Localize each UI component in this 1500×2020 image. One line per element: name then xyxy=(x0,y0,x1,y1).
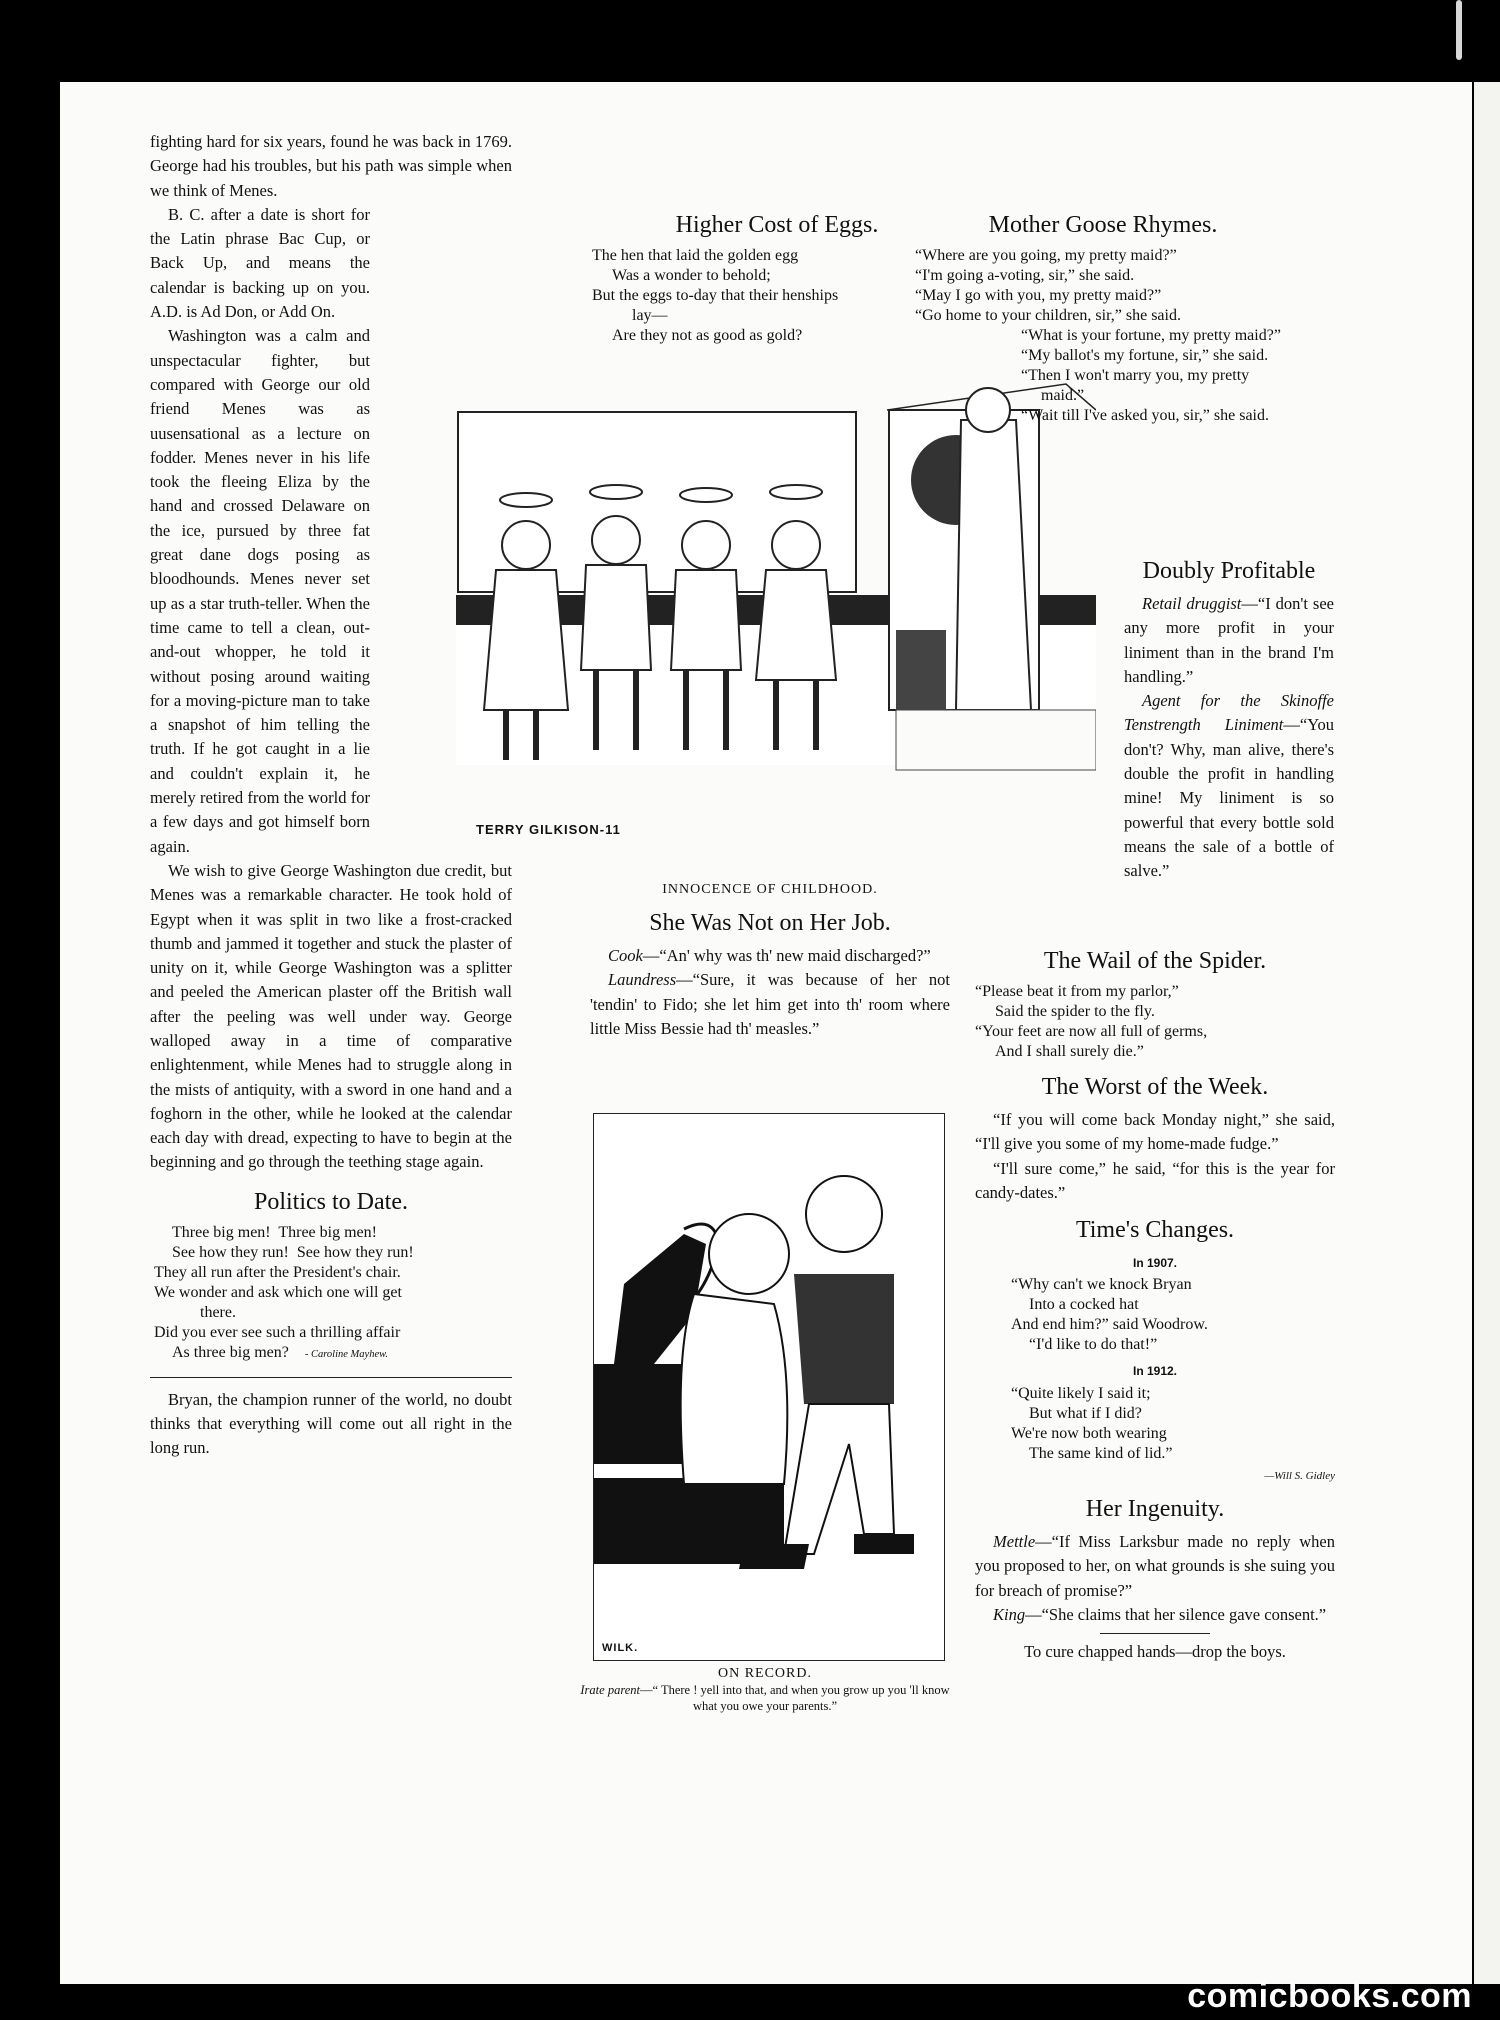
ingenuity-paragraph-1 xyxy=(975,1530,1335,1603)
innocence-caption: INNOCENCE OF CHILDHOOD. xyxy=(662,882,878,897)
column-right xyxy=(915,130,1291,426)
verse-line: And I shall surely die.” xyxy=(995,1043,1144,1060)
on-record-cartoon xyxy=(593,1113,945,1661)
verse-line: “Then I won't marry you, my pretty maid.” xyxy=(1021,367,1250,404)
dialogue: —“ There ! yell into that, and when you grow up you 'll know what you owe your parents.” xyxy=(640,1683,950,1713)
verse-line: “My ballot's my fortune, sir,” she said. xyxy=(1021,347,1269,364)
divider xyxy=(150,1377,512,1378)
menes-paragraph-2: B. C. after a date is short for the Latin phrase Bac Cup, or Back Up, and means the calendar is backing up on you. A.D. is Ad Don, or Add On. xyxy=(150,204,370,322)
times-verse-2 xyxy=(975,1384,1335,1464)
bryan-paragraph: Bryan, the champion runner of the world, no doubt thinks that everything will come out all right in the long run. xyxy=(150,1389,512,1458)
verse-line: “Wait till I've asked you, sir,” she said. xyxy=(1021,407,1269,424)
verse-line-text: As three big men? xyxy=(172,1343,289,1361)
dialogue: —“I don't see any more profit in your liniment than in the brand I'm handling.” xyxy=(1124,594,1334,686)
worst-paragraph-1: “If you will come back Monday night,” she said, “I'll give you some of my home-made fudge.” xyxy=(975,1110,1335,1154)
speaker: Retail druggist xyxy=(1142,594,1242,613)
binding-edge xyxy=(1456,0,1462,60)
verse-line: “Why can't we knock Bryan xyxy=(1011,1276,1192,1294)
verse-line: They all run after the President's chair. xyxy=(154,1263,401,1281)
on-record-dialogue xyxy=(580,1682,950,1714)
verse-line: Said the spider to the fly. xyxy=(995,1003,1155,1020)
goose-verse xyxy=(915,246,1291,426)
site-watermark: comicbooks.com xyxy=(1187,1977,1472,2015)
verse-line: The same kind of lid.” xyxy=(1029,1444,1173,1462)
spider-title: The Wail of the Spider. xyxy=(1043,948,1267,974)
verse-line: But what if I did? xyxy=(1029,1404,1142,1422)
verse-line: “Your feet are now all full of germs, xyxy=(975,1023,1208,1040)
times-year-1907: In 1907. xyxy=(1132,1256,1178,1271)
menes-paragraph-4: We wish to give George Washington due credit, but Menes was a remarkable character. He took hold of Egypt when it was split in two like a frost-cracked thumb and jammed it together and stuck the plaster of unity on it, while George Washington was a splitter and peeled the American plaster off the British wall after the peeling was well under way. George walloped away in a time of comparative enlightenment, while Menes had to struggle along in the mists of antiquity, with a sword in one hand and a foghorn in the other, while he looked at the calendar each day with dread, expecting to have to begin at the beginning and go through the teething stage again. xyxy=(150,860,512,1172)
chapped-hands-joke: To cure chapped hands—drop the boys. xyxy=(1024,1642,1286,1662)
verse-line: “Where are you going, my pretty maid?” xyxy=(915,247,1177,264)
verse-line: And end him?” said Woodrow. xyxy=(1011,1316,1208,1334)
menes-paragraph-3: Washington was a calm and unspectacular fighter, but compared with George our old friend Menes was as uusensational as a lecture on fodder. Menes never in his life took the fleeing Eliza by the hand and crossed Delaware on the ice, pursued by three fat great dane dogs posing as bloodhounds. Menes never set up as a star truth-teller. When the time came to tell a clean, out-and-out whopper, he told it without posing around waiting for a moving-picture man to take a snapshot of him telling the truth. If he got caught in a lie and couldn't explain it, he merely retired from the world for a few days and got himself born again. xyxy=(150,326,370,856)
verse-line: there. xyxy=(200,1303,236,1321)
verse-line: Into a cocked hat xyxy=(1029,1296,1139,1314)
job-title: She Was Not on Her Job. xyxy=(649,910,891,936)
next-page-edge xyxy=(1474,82,1500,1984)
worst-paragraph-2: “I'll sure come,” he said, “for this is the year for candy-dates.” xyxy=(975,1158,1335,1202)
verse-line: Did you ever see such a thrilling affair xyxy=(154,1323,401,1341)
times-verse-1 xyxy=(975,1275,1335,1355)
times-year-1912: In 1912. xyxy=(1132,1364,1178,1379)
dialogue: —“Sure, it was because of her not 'tendin' to Fido; she let him get into th' room where little Miss Bessie had th' measles.” xyxy=(590,970,950,1038)
verse-line: We wonder and ask which one will get xyxy=(154,1283,402,1301)
on-record-caption-block xyxy=(580,1666,950,1714)
verse-line: “I'd like to do that!” xyxy=(1029,1336,1158,1354)
verse-line: Was a wonder to behold; xyxy=(612,267,771,284)
profitable-story xyxy=(1124,556,1334,884)
column-right-lower xyxy=(975,946,1335,1665)
speaker: Laundress xyxy=(608,970,677,990)
verse-line: Three big men! Three big men! xyxy=(172,1223,377,1241)
verse-line: “May I go with you, my pretty maid?” xyxy=(915,287,1162,304)
dialogue: —“She claims that her silence gave consent.” xyxy=(1025,1604,1327,1624)
worst-title: The Worst of the Week. xyxy=(1041,1074,1269,1100)
speaker: Agent for the Skinoffe Tenstrength Liniment xyxy=(1124,691,1334,735)
speaker: Cook xyxy=(608,946,643,965)
job-paragraph-1 xyxy=(590,944,950,968)
dialogue: —“You don't? Why, man alive, there's double the profit in handling mine! My liniment is so powerful that every bottle sold means the sale of a bottle of salve.” xyxy=(1124,715,1334,881)
dialogue: —“If Miss Larksbur made no reply when you proposed to her, on what grounds is she suing you for breach of promise?” xyxy=(975,1532,1335,1600)
verse-line: “Quite likely I said it; xyxy=(1011,1384,1151,1402)
verse-line xyxy=(154,1343,512,1365)
profitable-paragraph-2 xyxy=(1124,689,1334,883)
verse-line: We're now both wearing xyxy=(1011,1424,1167,1442)
politics-attribution: - Caroline Mayhew. xyxy=(304,1348,388,1360)
eggs-poem xyxy=(592,210,962,346)
divider xyxy=(1100,1633,1210,1634)
speaker: King xyxy=(993,1604,1026,1624)
job-paragraph-2 xyxy=(590,968,950,1041)
goose-title: Mother Goose Rhymes. xyxy=(988,212,1218,238)
cartoon-drawing xyxy=(456,380,1096,858)
verse-line: Are they not as good as gold? xyxy=(612,327,803,344)
on-record-caption: ON RECORD. xyxy=(717,1666,812,1681)
ingenuity-title: Her Ingenuity. xyxy=(1085,1496,1225,1523)
verse-line: “Go home to your children, sir,” she said. xyxy=(915,307,1181,324)
dialogue: —“An' why was th' new maid discharged?” xyxy=(642,946,931,965)
verse-line: But the eggs to-day that their henships xyxy=(592,287,839,304)
verse-line: “I'm going a-voting, sir,” she said. xyxy=(915,267,1135,284)
verse-line: See how they run! See how they run! xyxy=(172,1243,414,1261)
speaker: Irate parent xyxy=(580,1683,640,1697)
profitable-title: Doubly Profitable xyxy=(1142,558,1316,584)
cartoon-drawing xyxy=(594,1114,944,1660)
verse-line: The hen that laid the golden egg xyxy=(592,247,799,264)
job-story xyxy=(590,908,950,1041)
profitable-paragraph-1 xyxy=(1124,592,1334,689)
times-attribution: —Will S. Gidley xyxy=(1264,1469,1335,1482)
verse-line: “Please beat it from my parlor,” xyxy=(975,983,1179,1000)
ingenuity-paragraph-2 xyxy=(975,1603,1335,1627)
politics-title: Politics to Date. xyxy=(254,1188,408,1215)
verse-line: “What is your fortune, my pretty maid?” xyxy=(1021,327,1281,344)
artist-signature: WILK. xyxy=(602,1642,639,1654)
speaker: Mettle xyxy=(993,1532,1036,1552)
menes-paragraph-1: fighting hard for six years, found he was back in 1769. George had his troubles, but his path was simple when we think of Menes. xyxy=(150,132,512,200)
politics-verse xyxy=(150,1223,512,1365)
times-title: Time's Changes. xyxy=(1075,1217,1235,1244)
verse-line: lay— xyxy=(632,307,668,324)
innocence-cartoon xyxy=(456,380,1096,858)
eggs-title: Higher Cost of Eggs. xyxy=(675,212,879,238)
spider-verse xyxy=(975,982,1335,1062)
artist-signature: TERRY GILKISON-11 xyxy=(476,822,621,837)
